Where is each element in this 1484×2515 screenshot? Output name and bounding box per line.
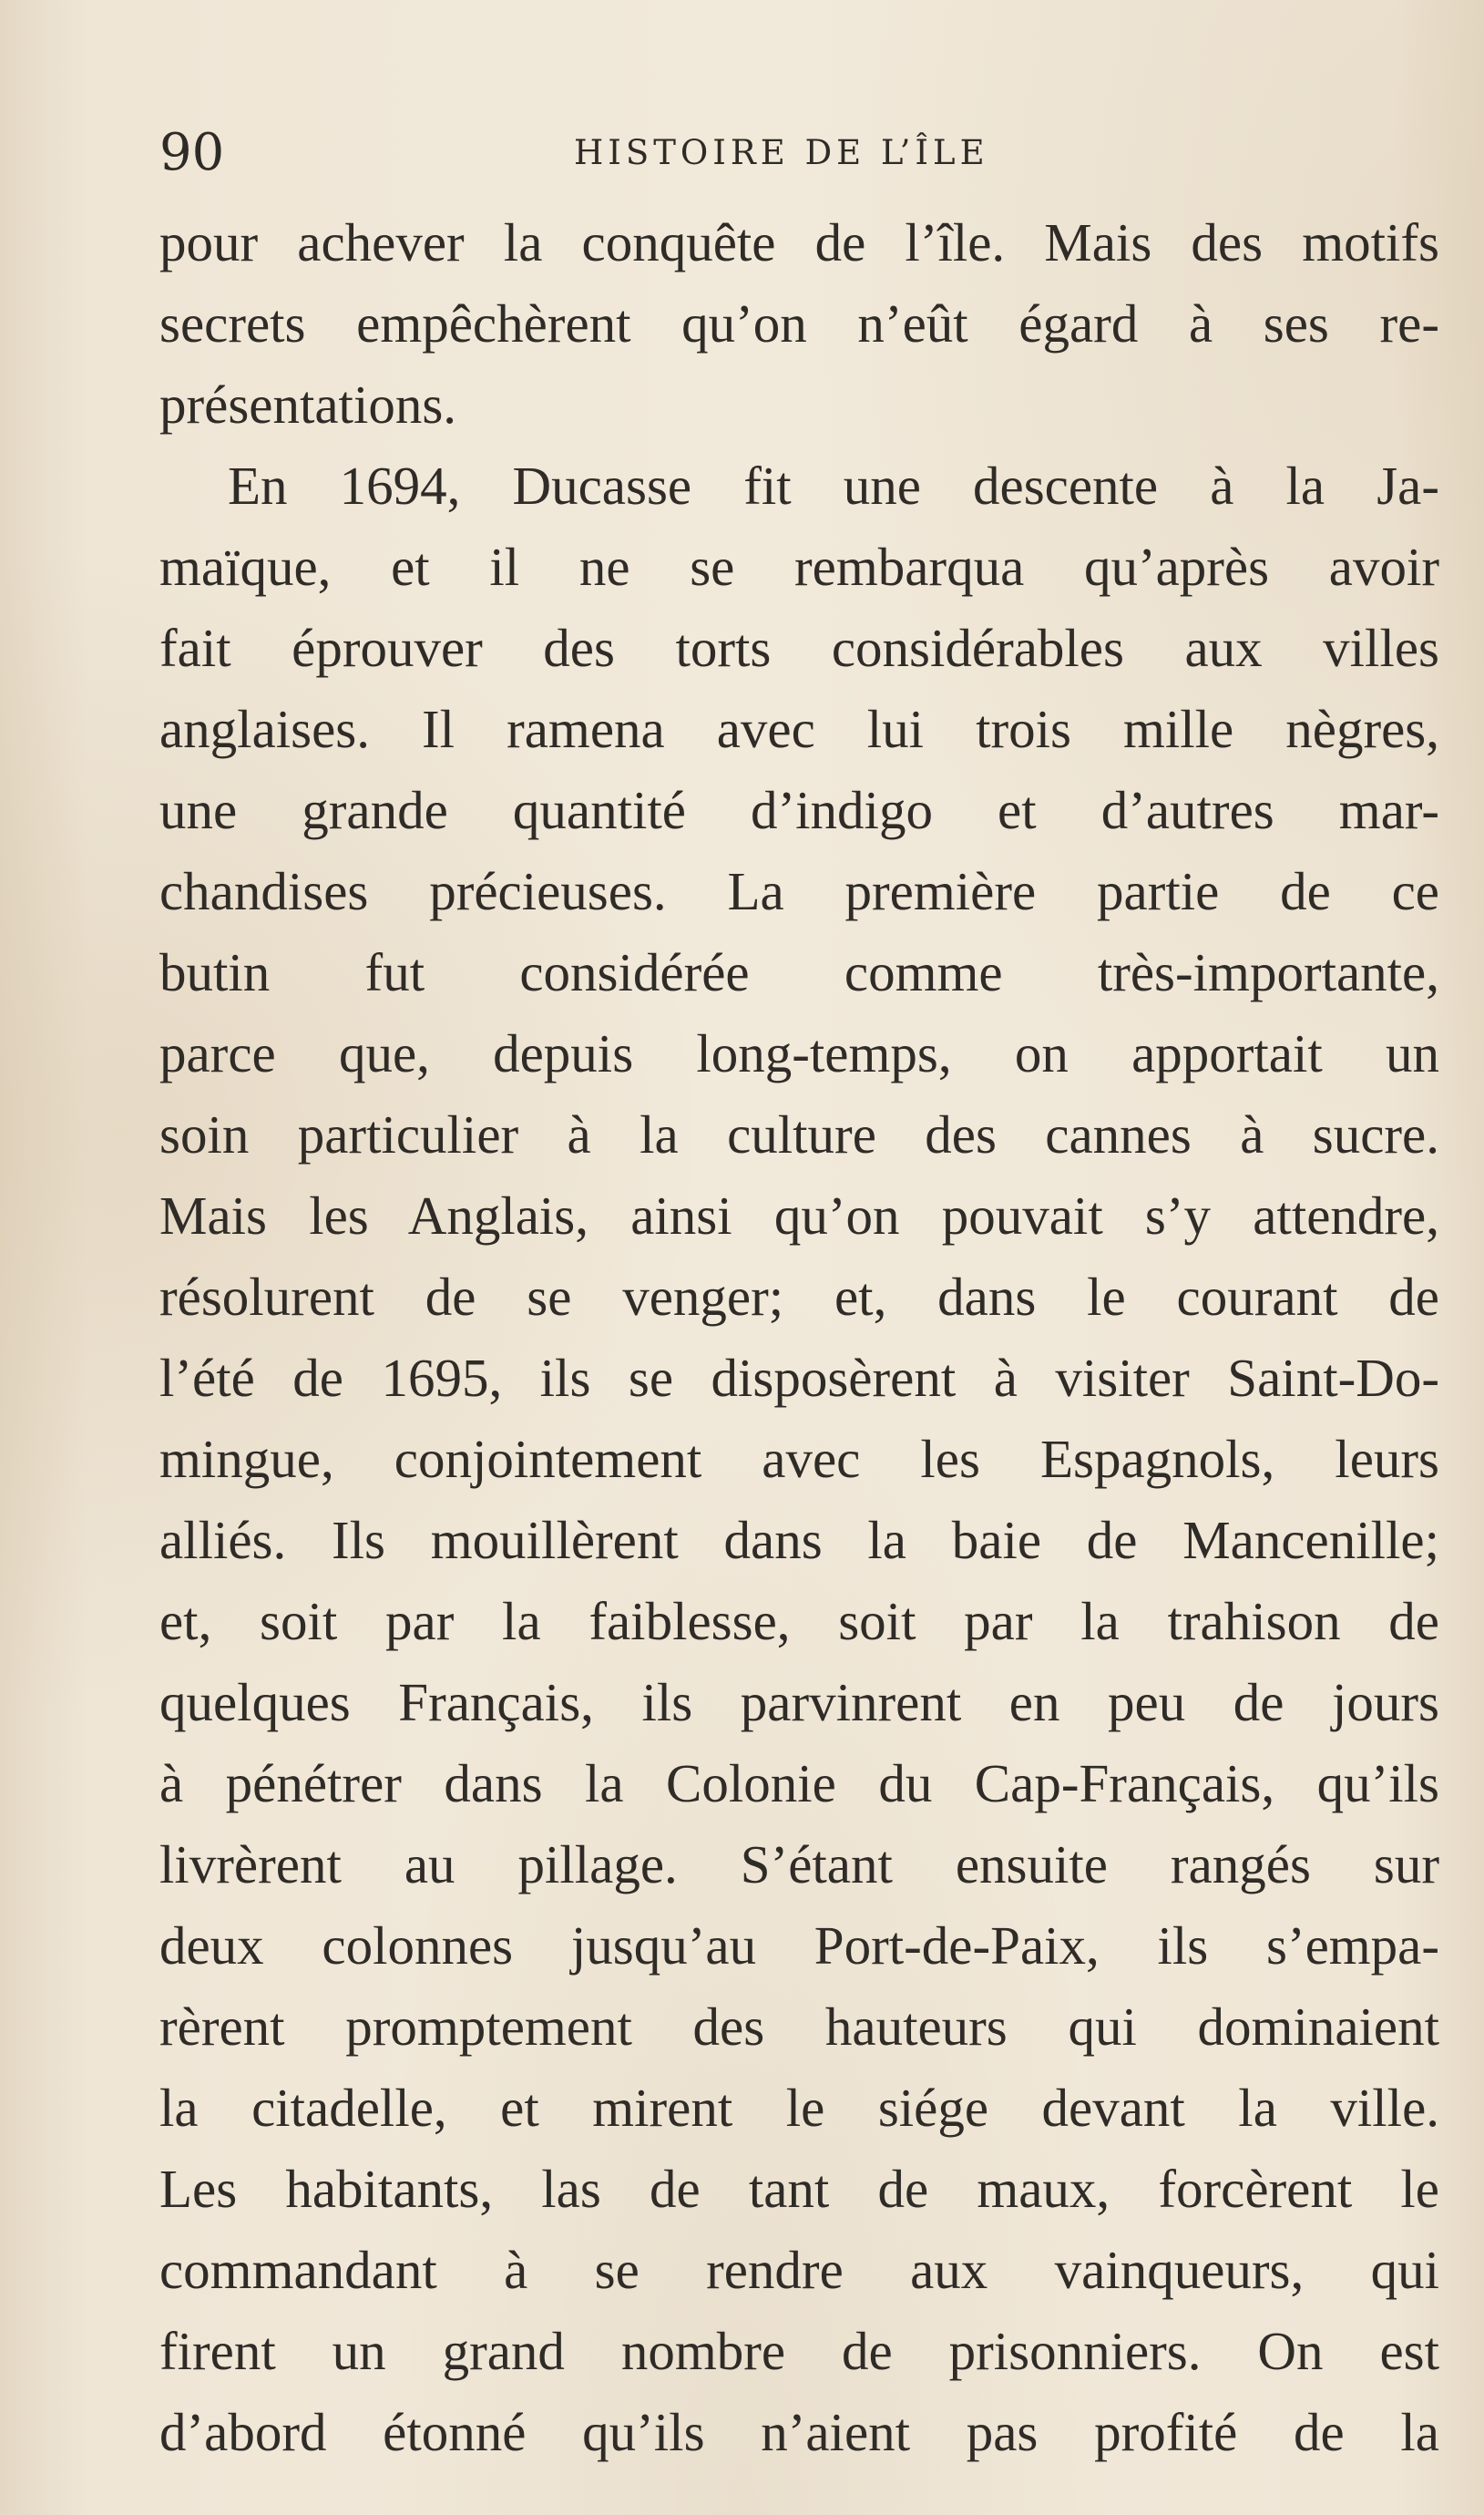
text-line: livrèrent au pillage. S’étant ensuite rangés sur xyxy=(159,1834,1439,1894)
text-line: à pénétrer dans la Colonie du Cap-Français, qu’ils xyxy=(159,1753,1439,1813)
text-line: la citadelle, et mirent le siége devant la ville. xyxy=(159,2078,1439,2138)
text-line: et, soit par la faiblesse, soit par la trahison de xyxy=(159,1591,1439,1651)
text-line: deux colonnes jusqu’au Port-de-Paix, ils s’empa- xyxy=(159,1915,1439,1976)
text-line: l’été de 1695, ils se disposèrent à visiter Saint-Do- xyxy=(159,1348,1439,1408)
text-line: chandises précieuses. La première partie de ce xyxy=(159,861,1439,921)
text-line: fait éprouver des torts considérables aux villes xyxy=(159,618,1439,678)
text-line: résolurent de se venger; et, dans le courant de xyxy=(159,1267,1439,1327)
text-line: d’abord étonné qu’ils n’aient pas profité de la xyxy=(159,2402,1439,2462)
text-line: secrets empêchèrent qu’on n’eût égard à ses re- xyxy=(159,293,1439,354)
page-number: 90 xyxy=(159,123,225,182)
text-line: présentations. xyxy=(159,375,457,435)
text-line: rèrent promptement des hauteurs qui dominaient xyxy=(159,1997,1439,2057)
page-header xyxy=(159,117,1435,190)
text-line: Mais les Anglais, ainsi qu’on pouvait s’y attendre, xyxy=(159,1186,1439,1246)
body-text xyxy=(159,202,1439,2473)
text-line: butin fut considérée comme très-importante, xyxy=(159,942,1439,1002)
text-line: commandant à se rendre aux vainqueurs, qui xyxy=(159,2240,1439,2300)
text-line: quelques Français, ils parvinrent en peu de jours xyxy=(159,1672,1439,1732)
text-line: firent un grand nombre de prisonniers. On est xyxy=(159,2321,1439,2381)
text-line: maïque, et il ne se rembarqua qu’après avoir xyxy=(159,537,1439,597)
text-line: une grande quantité d’indigo et d’autres mar- xyxy=(159,780,1439,840)
text-line: anglaises. Il ramena avec lui trois mille nègres, xyxy=(159,699,1439,759)
text-line: En 1694, Ducasse fit une descente à la Ja- xyxy=(228,456,1439,516)
text-line: alliés. Ils mouillèrent dans la baie de Mancenille; xyxy=(159,1510,1439,1570)
text-line: soin particulier à la culture des cannes à sucre. xyxy=(159,1104,1439,1165)
text-line: mingue, conjointement avec les Espagnols, leurs xyxy=(159,1429,1439,1489)
text-line: Les habitants, las de tant de maux, forcèrent le xyxy=(159,2159,1439,2219)
text-line: pour achever la conquête de l’île. Mais des motifs xyxy=(159,212,1439,272)
text-line: parce que, depuis long-temps, on apportait un xyxy=(159,1023,1439,1083)
running-title: HISTOIRE DE L’ÎLE xyxy=(574,133,989,172)
